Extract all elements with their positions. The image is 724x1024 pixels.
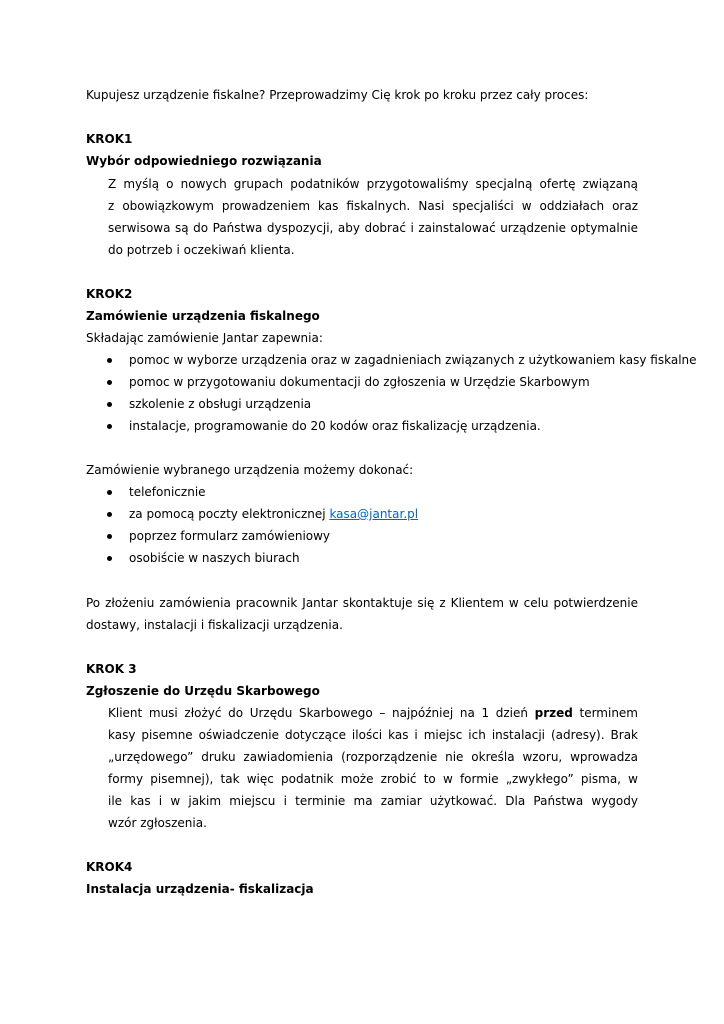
- step1-label: KROK1: [86, 132, 133, 146]
- list-item: pomoc w wyborze urządzenia oraz w zagadnieniach związanych z użytkowaniem kasy fiskalne: [129, 353, 697, 367]
- list-item: [129, 506, 418, 522]
- step1-paragraph-line: Z myślą o nowych grupach podatników przygotowaliśmy specjalną ofertę związaną: [108, 177, 638, 191]
- step1-paragraph-line: serwisowa są do Państwa dyspozycji, aby dobrać i zainstalować urządzenie optymalnie: [108, 221, 638, 235]
- step1-paragraph-line: do potrzeb i oczekiwań klienta.: [108, 243, 295, 257]
- step4-title: Instalacja urządzenia- fiskalizacja: [86, 882, 314, 896]
- list-item: poprzez formularz zamówieniowy: [129, 529, 331, 543]
- step2-title: Zamówienie urządzenia fiskalnego: [86, 309, 320, 323]
- list-item: instalacje, programowanie do 20 kodów oraz fiskalizację urządzenia.: [129, 419, 541, 433]
- step3-paragraph-line: kasy pisemne oświadczenie dotyczące ilości kas i miejsc ich instalacji (adresy). Brak: [108, 728, 638, 742]
- intro-text: Kupujesz urządzenie fiskalne? Przeprowadzimy Cię krok po kroku przez cały proces:: [86, 88, 589, 102]
- step3-paragraph-line: „urzędowego” druku zawiadomienia (rozporządzenie nie określa wzoru, wprowadza: [108, 750, 638, 764]
- list-item-text: za pomocą poczty elektronicznej: [129, 507, 330, 521]
- emphasis-text: przed: [534, 706, 573, 720]
- bullet-icon: [107, 402, 112, 407]
- bullet-icon: [107, 380, 112, 385]
- step3-title: Zgłoszenie do Urzędu Skarbowego: [86, 684, 320, 698]
- step2-lead: Składając zamówienie Jantar zapewnia:: [86, 331, 323, 345]
- bullet-icon: [107, 556, 112, 561]
- step1-title: Wybór odpowiedniego rozwiązania: [86, 154, 322, 168]
- step1-paragraph-line: z obowiązkowym prowadzeniem kas fiskalnych. Nasi specjaliści w oddziałach oraz: [108, 199, 638, 213]
- step2-closing-line: Po złożeniu zamówienia pracownik Jantar skontaktuje się z Klientem w celu potwierdzenie: [86, 596, 638, 610]
- bullet-icon: [107, 534, 112, 539]
- list-item: telefonicznie: [129, 485, 206, 499]
- list-item: osobiście w naszych biurach: [129, 551, 300, 565]
- step2-closing-line: dostawy, instalacji i fiskalizacji urządzenia.: [86, 618, 343, 632]
- bullet-icon: [107, 490, 112, 495]
- step3-paragraph-line: wzór zgłoszenia.: [108, 816, 207, 830]
- order-lead: Zamówienie wybranego urządzenia możemy dokonać:: [86, 463, 414, 477]
- step3-paragraph-line: ile kas i w jakim miejscu i terminie ma zamiar użytkować. Dla Państwa wygody: [108, 794, 638, 808]
- step2-label: KROK2: [86, 287, 133, 301]
- step3-paragraph-line: [108, 705, 638, 721]
- list-item: szkolenie z obsługi urządzenia: [129, 397, 312, 411]
- step4-label: KROK4: [86, 860, 133, 874]
- text-segment: Klient musi złożyć do Urzędu Skarbowego – najpóźniej na 1 dzień: [108, 706, 535, 720]
- bullet-icon: [107, 512, 112, 517]
- bullet-icon: [107, 424, 112, 429]
- list-item: pomoc w przygotowaniu dokumentacji do zgłoszenia w Urzędzie Skarbowym: [129, 375, 590, 389]
- text-segment: terminem: [579, 706, 638, 720]
- step3-label: KROK 3: [86, 662, 137, 676]
- step3-paragraph-line: formy pisemnej), tak więc podatnik może zrobić to w formie „zwykłego” pisma, w: [108, 772, 638, 786]
- bullet-icon: [107, 358, 112, 363]
- email-link[interactable]: kasa@jantar.pl: [329, 507, 419, 521]
